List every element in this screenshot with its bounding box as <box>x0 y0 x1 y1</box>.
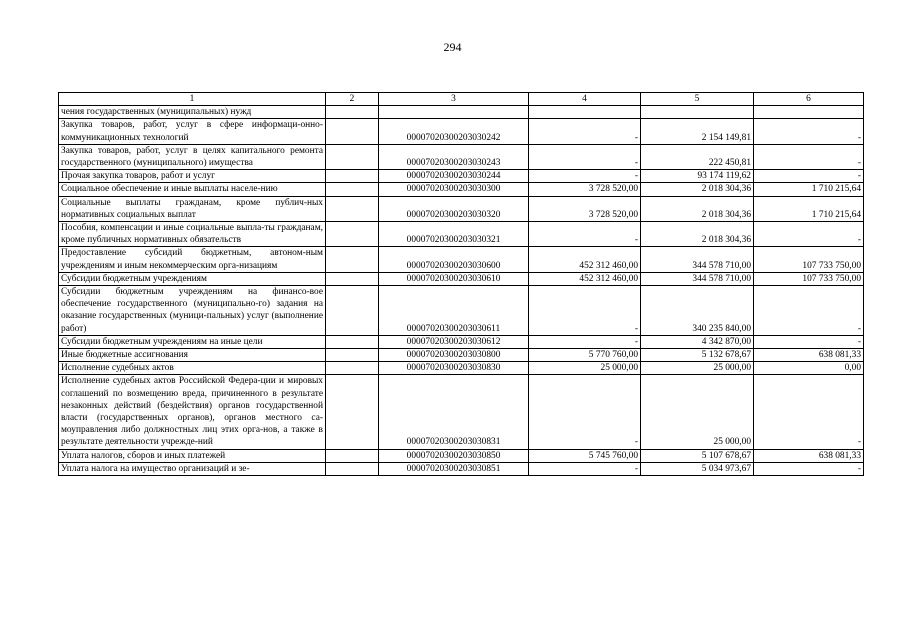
row-value6-cell: 1 710 215,64 <box>754 196 864 221</box>
row-value5-cell: 344 578 710,00 <box>641 247 754 272</box>
table-row <box>59 119 864 144</box>
row-code-cell: 00007020300203030800 <box>379 349 529 362</box>
row-code-cell: 00007020300203030243 <box>379 144 529 169</box>
row-value6-cell: 638 081,33 <box>754 449 864 462</box>
row-code-cell: 00007020300203030830 <box>379 362 529 375</box>
row-code-cell: 00007020300203030242 <box>379 119 529 144</box>
row-value4-cell <box>529 106 641 119</box>
row-code-cell <box>379 106 529 119</box>
row-value5-cell: 2 154 149,81 <box>641 119 754 144</box>
row-value6-cell: 0,00 <box>754 362 864 375</box>
row-col2-cell <box>326 247 379 272</box>
row-value4-cell: - <box>529 462 641 475</box>
row-value5-cell: 5 132 678,67 <box>641 349 754 362</box>
row-value6-cell <box>754 106 864 119</box>
row-col2-cell <box>326 272 379 285</box>
row-code-cell: 00007020300203030611 <box>379 286 529 336</box>
row-code-cell: 00007020300203030600 <box>379 247 529 272</box>
row-value6-cell: - <box>754 222 864 247</box>
row-value6-cell: - <box>754 144 864 169</box>
row-name-cell: Субсидии бюджетным учреждениям <box>59 272 326 285</box>
header-cell: 1 <box>59 93 326 106</box>
table-row <box>59 222 864 247</box>
header-cell: 3 <box>379 93 529 106</box>
table-row <box>59 247 864 272</box>
row-value4-cell: - <box>529 144 641 169</box>
row-name-cell: Социальное обеспечение и иные выплаты населе-нию <box>59 183 326 196</box>
row-value6-cell: - <box>754 335 864 348</box>
row-col2-cell <box>326 196 379 221</box>
row-value4-cell: 25 000,00 <box>529 362 641 375</box>
row-value5-cell: 2 018 304,36 <box>641 222 754 247</box>
row-value4-cell: 3 728 520,00 <box>529 196 641 221</box>
row-value5-cell: 222 450,81 <box>641 144 754 169</box>
row-value6-cell: - <box>754 286 864 336</box>
row-col2-cell <box>326 449 379 462</box>
table-row <box>59 106 864 119</box>
row-code-cell: 00007020300203030321 <box>379 222 529 247</box>
row-value4-cell: - <box>529 286 641 336</box>
row-value6-cell: - <box>754 462 864 475</box>
row-value4-cell: - <box>529 375 641 449</box>
row-value4-cell: - <box>529 335 641 348</box>
table-row <box>59 449 864 462</box>
row-code-cell: 00007020300203030612 <box>379 335 529 348</box>
row-value5-cell: 25 000,00 <box>641 362 754 375</box>
row-value5-cell: 5 034 973,67 <box>641 462 754 475</box>
row-name-cell: Закупка товаров, работ, услуг в сфере информаци-онно-коммуникационных технологий <box>59 119 326 144</box>
page-number: 294 <box>443 40 462 54</box>
row-value6-cell: - <box>754 170 864 183</box>
row-value5-cell: 4 342 870,00 <box>641 335 754 348</box>
row-code-cell: 00007020300203030850 <box>379 449 529 462</box>
table-row <box>59 144 864 169</box>
row-code-cell: 00007020300203030831 <box>379 375 529 449</box>
row-value6-cell: 1 710 215,64 <box>754 183 864 196</box>
row-value5-cell: 340 235 840,00 <box>641 286 754 336</box>
table-row <box>59 196 864 221</box>
row-value4-cell: 452 312 460,00 <box>529 247 641 272</box>
table-row <box>59 183 864 196</box>
row-value4-cell: 5 745 760,00 <box>529 449 641 462</box>
header-cell: 4 <box>529 93 641 106</box>
table-row <box>59 349 864 362</box>
table-row <box>59 286 864 336</box>
row-col2-cell <box>326 349 379 362</box>
row-code-cell: 00007020300203030851 <box>379 462 529 475</box>
row-value6-cell: 107 733 750,00 <box>754 272 864 285</box>
row-name-cell: Субсидии бюджетным учреждениям на финансо-вое обеспечение государственного (муниципально-го) задания на оказание государственных (муници-пальных) услуг (выполнение работ) <box>59 286 326 336</box>
row-value4-cell: - <box>529 170 641 183</box>
row-col2-cell <box>326 335 379 348</box>
row-value5-cell: 25 000,00 <box>641 375 754 449</box>
row-value5-cell: 5 107 678,67 <box>641 449 754 462</box>
header-cell: 6 <box>754 93 864 106</box>
row-value4-cell: - <box>529 119 641 144</box>
row-col2-cell <box>326 362 379 375</box>
row-name-cell: Исполнение судебных актов <box>59 362 326 375</box>
row-col2-cell <box>326 119 379 144</box>
row-name-cell: Прочая закупка товаров, работ и услуг <box>59 170 326 183</box>
row-code-cell: 00007020300203030610 <box>379 272 529 285</box>
row-code-cell: 00007020300203030244 <box>379 170 529 183</box>
row-name-cell: Субсидии бюджетным учреждениям на иные цели <box>59 335 326 348</box>
row-col2-cell <box>326 183 379 196</box>
row-col2-cell <box>326 106 379 119</box>
row-value5-cell: 2 018 304,36 <box>641 183 754 196</box>
header-cell: 2 <box>326 93 379 106</box>
row-col2-cell <box>326 222 379 247</box>
table-row <box>59 462 864 475</box>
row-value6-cell: 638 081,33 <box>754 349 864 362</box>
row-value6-cell: - <box>754 375 864 449</box>
table-row <box>59 170 864 183</box>
row-col2-cell <box>326 286 379 336</box>
row-value6-cell: 107 733 750,00 <box>754 247 864 272</box>
row-name-cell: Социальные выплаты гражданам, кроме публич-ных нормативных социальных выплат <box>59 196 326 221</box>
row-code-cell: 00007020300203030320 <box>379 196 529 221</box>
row-name-cell: Пособия, компенсации и иные социальные выпла-ты гражданам, кроме публичных нормативных обязательств <box>59 222 326 247</box>
budget-table-body <box>59 93 864 476</box>
row-value4-cell: - <box>529 222 641 247</box>
row-value5-cell: 93 174 119,62 <box>641 170 754 183</box>
row-name-cell: чения государственных (муниципальных) нужд <box>59 106 326 119</box>
row-name-cell: Предоставление субсидий бюджетным, автоном-ным учреждениям и иным некоммерческим орга-низациям <box>59 247 326 272</box>
row-name-cell: Уплата налога на имущество организаций и зе- <box>59 462 326 475</box>
row-value5-cell: 2 018 304,36 <box>641 196 754 221</box>
row-value5-cell <box>641 106 754 119</box>
table-row <box>59 335 864 348</box>
row-name-cell: Уплата налогов, сборов и иных платежей <box>59 449 326 462</box>
row-name-cell: Иные бюджетные ассигнования <box>59 349 326 362</box>
header-row <box>59 93 864 106</box>
row-value4-cell: 5 770 760,00 <box>529 349 641 362</box>
row-value4-cell: 452 312 460,00 <box>529 272 641 285</box>
table-row <box>59 272 864 285</box>
row-col2-cell <box>326 375 379 449</box>
row-col2-cell <box>326 462 379 475</box>
header-cell: 5 <box>641 93 754 106</box>
row-value6-cell: - <box>754 119 864 144</box>
row-col2-cell <box>326 170 379 183</box>
table-row <box>59 375 864 449</box>
row-col2-cell <box>326 144 379 169</box>
row-name-cell: Исполнение судебных актов Российской Федера-ции и мировых соглашений по возмещению вреда, причиненного в результате незаконных действий (бездействия) органов государственной власти (государственных органов), органов местного са-моуправления либо должностных лиц этих орга-нов, а также в результате деятельности учрежде-ний <box>59 375 326 449</box>
row-value5-cell: 344 578 710,00 <box>641 272 754 285</box>
row-name-cell: Закупка товаров, работ, услуг в целях капитального ремонта государственного (муниципального) имущества <box>59 144 326 169</box>
row-value4-cell: 3 728 520,00 <box>529 183 641 196</box>
table-row <box>59 362 864 375</box>
budget-table <box>58 92 864 476</box>
row-code-cell: 00007020300203030300 <box>379 183 529 196</box>
